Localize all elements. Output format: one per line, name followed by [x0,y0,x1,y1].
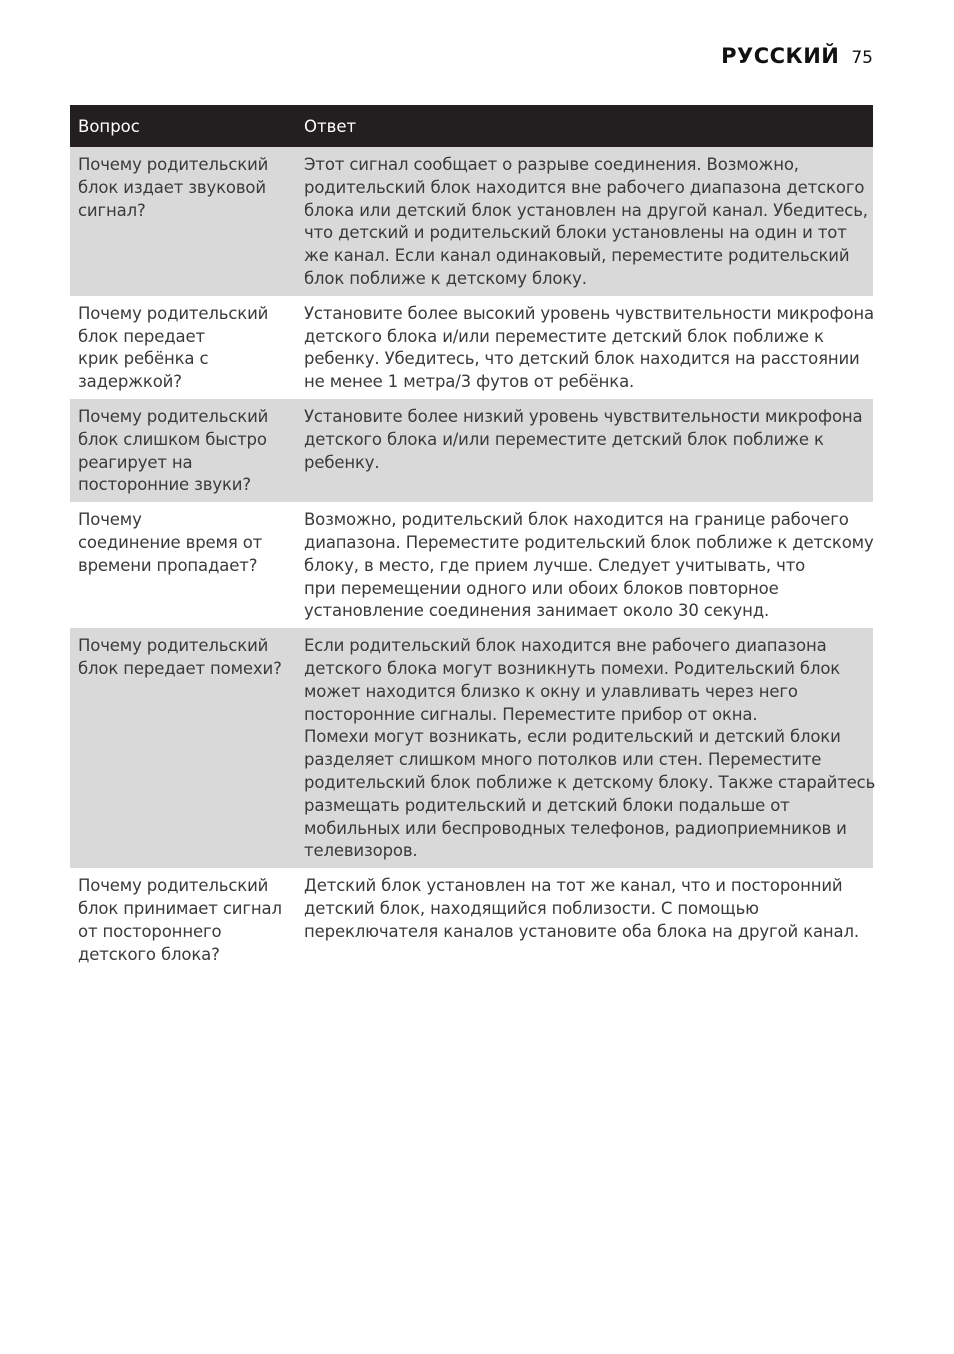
column-header-answer: Ответ [296,105,873,147]
answer-line: детского блока и/или переместите детский блок поближе к [304,429,824,449]
answer-cell [296,868,873,971]
question-line: соединение время от [78,532,263,552]
answer-line: родительский блок находится вне рабочего диапазона детского [304,177,865,197]
answer-line: Возможно, родительский блок находится на границе рабочего [304,510,849,530]
troubleshooting-table [70,105,876,971]
question-line: блок передает помехи? [78,658,282,678]
table-row [70,628,873,868]
question-line: Почему родительский [78,876,269,896]
answer-line: посторонние сигналы. Переместите прибор от окна. [304,704,758,724]
question-line: блок слишком быстро [78,429,267,449]
question-cell [70,147,296,296]
answer-line: ребенку. Убедитесь, что детский блок находится на расстоянии [304,349,860,369]
answer-line: ребенку. [304,452,380,472]
answer-line: установление соединения занимает около 30 секунд. [304,601,770,621]
answer-line: не менее 1 метра/3 футов от ребёнка. [304,372,635,392]
answer-line: при перемещении одного или обоих блоков повторное [304,578,779,598]
question-line: посторонние звуки? [78,475,251,495]
answer-line: же канал. Если канал одинаковый, переместите родительский [304,246,850,266]
question-cell [70,868,296,971]
answer-line: диапазона. Переместите родительский блок поближе к детскому [304,532,874,552]
question-line: детского блока? [78,944,220,964]
answer-line: мобильных или беспроводных телефонов, радиоприемников и [304,818,847,838]
table-header-row [70,105,873,147]
answer-line: детский блок, находящийся поблизости. С помощью [304,898,759,918]
question-line: крик ребёнка с [78,349,209,369]
table-row [70,399,873,502]
answer-line: Установите более низкий уровень чувствительности микрофона [304,406,863,426]
page-number: 75 [851,48,873,68]
question-line: блок передает [78,326,205,346]
answer-line: Детский блок установлен на тот же канал, что и посторонний [304,876,843,896]
question-cell [70,502,296,628]
question-line: времени пропадает? [78,555,258,575]
answer-line: размещать родительский и детский блоки подальше от [304,795,790,815]
answer-line: переключателя каналов установите оба блока на другой канал. [304,921,859,941]
question-line: Почему родительский [78,406,269,426]
answer-line: родительский блок поближе к детскому блоку. Также старайтесь [304,772,876,792]
table-row [70,502,873,628]
answer-line: блоку, в место, где прием лучше. Следует учитывать, что [304,555,806,575]
table-body [70,147,876,971]
answer-line: блок поближе к детскому блоку. [304,268,587,288]
answer-line: что детский и родительский блоки установлены на один и тот [304,223,847,243]
answer-cell [296,399,873,502]
question-line: сигнал? [78,200,146,220]
answer-line: блока или детский блок установлен на другой канал. Убедитесь, [304,200,868,220]
question-line: блок принимает сигнал [78,898,282,918]
language-heading: РУССКИЙ [721,44,840,68]
column-header-question: Вопрос [70,105,296,147]
answer-cell [296,502,873,628]
question-cell [70,628,296,868]
answer-line: может находится близко к окну и улавливать через него [304,681,798,701]
question-line: Почему родительский [78,303,269,323]
question-cell [70,399,296,502]
question-line: блок издает звуковой [78,177,266,197]
answer-cell [296,147,873,296]
answer-cell [296,628,876,868]
question-line: реагирует на [78,452,193,472]
answer-line: Установите более высокий уровень чувствительности микрофона [304,303,874,323]
question-line: задержкой? [78,372,182,392]
answer-line: детского блока могут возникнуть помехи. Родительский блок [304,658,841,678]
table-row [70,868,873,971]
question-cell [70,296,296,399]
answer-line: Помехи могут возникать, если родительский и детский блоки [304,727,841,747]
question-line: Почему родительский [78,155,269,174]
question-line: Почему [78,510,142,530]
answer-line: детского блока и/или переместите детский блок поближе к [304,326,824,346]
table-row [70,296,873,399]
table-row [70,147,873,296]
answer-line: Если родительский блок находится вне рабочего диапазона [304,636,827,656]
answer-line: телевизоров. [304,841,418,861]
question-line: Почему родительский [78,636,269,656]
answer-line: Этот сигнал сообщает о разрыве соединения. Возможно, [304,155,799,174]
page-header [721,44,873,68]
question-line: от постороннего [78,921,222,941]
answer-line: разделяет слишком много потолков или стен. Переместите [304,750,822,770]
answer-cell [296,296,873,399]
